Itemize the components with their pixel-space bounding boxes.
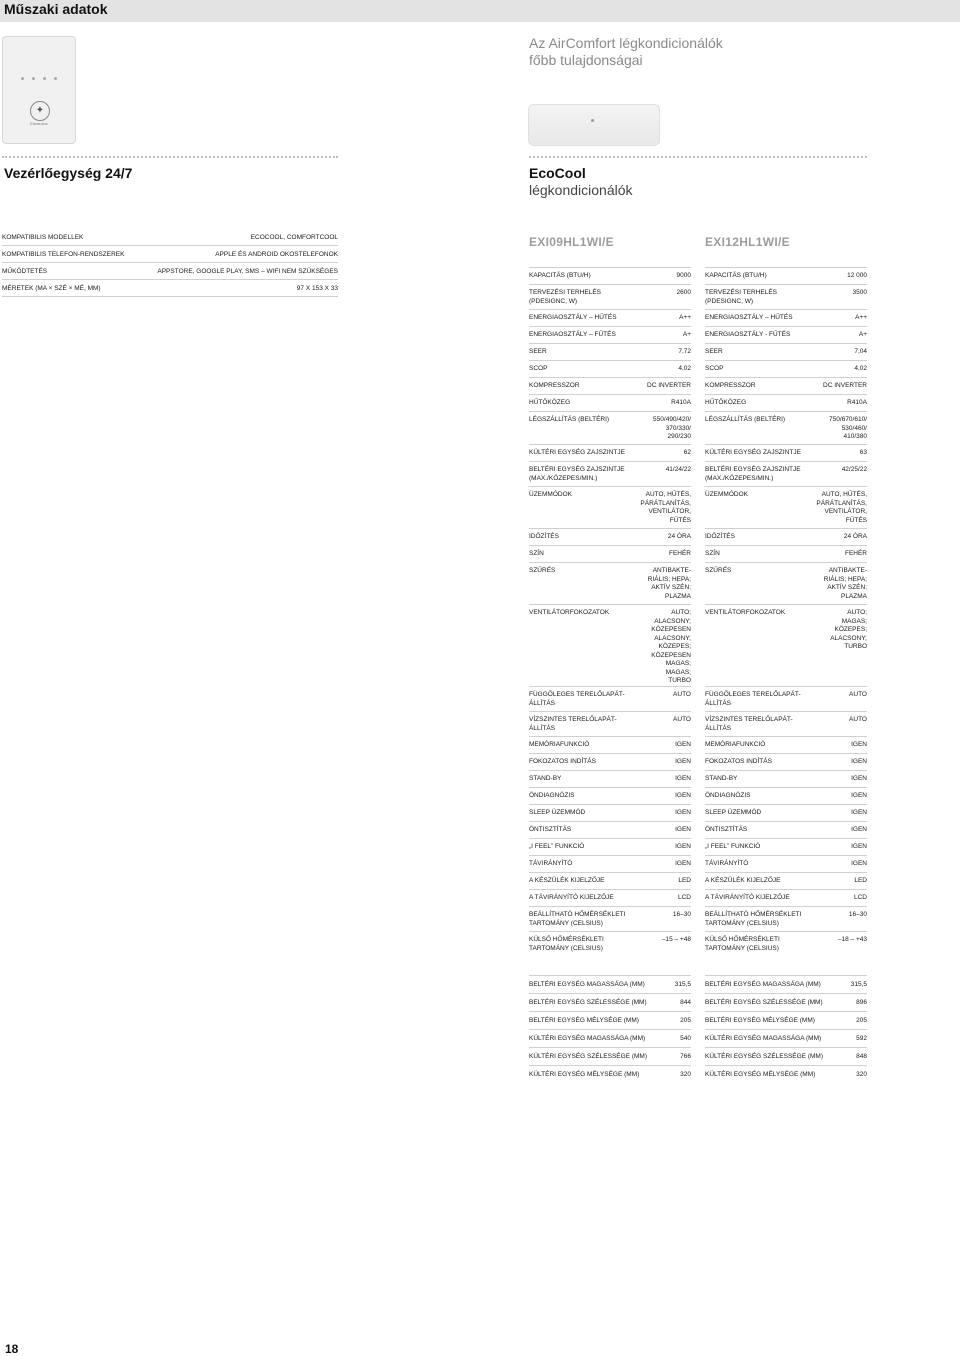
spec-row — [705, 821, 867, 838]
spec-value: A+ — [682, 331, 691, 338]
dimension-label: KÜLTÉRI EGYSÉG SZÉLESSÉGE (MM) — [529, 1053, 647, 1060]
spec-row — [529, 804, 691, 821]
spec-label: KÜLSŐ HŐMÉRSÉKLETI TARTOMÁNY (CELSIUS) — [529, 936, 604, 952]
spec-value: IGEN — [675, 826, 691, 833]
spec-row — [529, 461, 691, 486]
spec-label: IDŐZÍTÉS — [705, 533, 735, 540]
model-2-spec-table — [705, 267, 867, 956]
spec-label: VÍZSZINTES TERELŐLAPÁT- ÁLLÍTÁS — [529, 716, 617, 732]
spec-value: –15 – +48 — [661, 936, 691, 943]
controller-spec-row — [2, 263, 338, 280]
spec-value: DC INVERTER — [823, 382, 867, 389]
spec-row — [705, 686, 867, 711]
spec-row — [705, 838, 867, 855]
dimension-row — [705, 975, 867, 993]
ecocool-section-title: EcoCool — [529, 165, 586, 181]
spec-value: 550/490/420/ 370/330/ 290/230 — [653, 416, 691, 440]
spec-row — [529, 711, 691, 736]
spec-row — [529, 545, 691, 562]
spec-value: A++ — [855, 314, 867, 321]
ecocool-section-subtitle: légkondicionálók — [529, 182, 633, 198]
spec-label: MÉRETEK (MA × SZÉ × MÉ, MM) — [2, 284, 101, 292]
spec-value: IGEN — [675, 741, 691, 748]
dimension-label: KÜLTÉRI EGYSÉG MAGASSÁGA (MM) — [705, 1035, 822, 1042]
spec-row — [705, 377, 867, 394]
dimension-row — [529, 975, 691, 993]
spec-value: LCD — [853, 894, 867, 901]
spec-label: KÜLTÉRI EGYSÉG ZAJSZINTJE — [529, 449, 625, 456]
spec-value: IGEN — [675, 860, 691, 867]
dimension-label: BELTÉRI EGYSÉG SZÉLESSÉGE (MM) — [529, 999, 647, 1006]
spec-value: IGEN — [851, 843, 867, 850]
spec-label: SZÍN — [529, 550, 544, 557]
spec-label: SEER — [529, 348, 547, 355]
spec-value: IGEN — [675, 792, 691, 799]
spec-row — [705, 309, 867, 326]
page-number: 18 — [5, 1342, 19, 1356]
header-bar — [0, 0, 960, 22]
spec-value: LED — [854, 877, 867, 884]
dimension-value: 320 — [680, 1071, 691, 1078]
spec-row — [705, 906, 867, 931]
controller-spec-row — [2, 280, 338, 297]
spec-row — [705, 889, 867, 906]
spec-row — [705, 753, 867, 770]
spec-label: ÜZEMMÓDOK — [705, 491, 748, 498]
spec-value: 16–30 — [672, 911, 691, 918]
spec-value: IGEN — [675, 758, 691, 765]
spec-value: IGEN — [851, 758, 867, 765]
dimension-row — [705, 1065, 867, 1083]
spec-value: 24 ÓRA — [667, 533, 691, 540]
spec-label: ENERGIAOSZTÁLY – FŰTÉS — [529, 331, 616, 338]
spec-label: FOKOZATOS INDÍTÁS — [529, 758, 596, 765]
spec-value: 63 — [859, 449, 867, 456]
spec-label: ÜZEMMÓDOK — [529, 491, 572, 498]
spec-value: –18 – +43 — [837, 936, 867, 943]
spec-row — [529, 838, 691, 855]
spec-value: IGEN — [851, 741, 867, 748]
spec-row — [529, 787, 691, 804]
spec-value: AUTO — [673, 691, 691, 698]
spec-label: TÁVIRÁNYÍTÓ — [705, 860, 749, 867]
dimension-value: 315,5 — [850, 981, 867, 988]
spec-row — [529, 770, 691, 787]
spec-label: KOMPRESSZOR — [705, 382, 756, 389]
dimension-label: BELTÉRI EGYSÉG MÉLYSÉGE (MM) — [529, 1017, 639, 1024]
spec-value: ANTIBAKTE- RIÁLIS; HEPA; AKTÍV SZÉN; PLAZMA — [647, 567, 691, 600]
spec-value: AUTO — [849, 716, 867, 723]
spec-label: KOMPATIBILIS TELEFON-RENDSZEREK — [2, 250, 125, 258]
spec-label: ÖNDIAGNÓZIS — [529, 792, 575, 799]
spec-value: 7,04 — [854, 348, 867, 355]
features-heading: Az AirComfort légkondicionálók főbb tulajdonságai — [529, 35, 723, 68]
spec-value: AUTO, HŰTÉS, PÁRÁTLANÍTÁS, VENTILÁTOR, FŰTÉS — [816, 491, 867, 524]
spec-label: ENERGIAOSZTÁLY - FŰTÉS — [705, 331, 791, 338]
dimension-value: 766 — [680, 1053, 691, 1060]
spec-label: „I FEEL” FUNKCIÓ — [529, 843, 585, 850]
spec-value: 9000 — [676, 272, 691, 279]
spec-value: R410A — [671, 399, 691, 406]
spec-label: SZŰRÉS — [529, 567, 556, 574]
spec-label: KAPACITÁS (BTU/H) — [705, 272, 767, 279]
spec-label: SZŰRÉS — [705, 567, 732, 574]
spec-value: ANTIBAKTE- RIÁLIS; HEPA; AKTÍV SZÉN; PLAZMA — [823, 567, 867, 600]
spec-label: FOKOZATOS INDÍTÁS — [705, 758, 772, 765]
dimension-row — [705, 1029, 867, 1047]
spec-row — [529, 821, 691, 838]
spec-row — [529, 686, 691, 711]
spec-label: TERVEZÉSI TERHELÉS (PDESIGNC, W) — [529, 289, 602, 305]
spec-value: 7,72 — [678, 348, 691, 355]
spec-value: IGEN — [675, 775, 691, 782]
spec-value: LED — [678, 877, 691, 884]
controller-spec-row — [2, 246, 338, 263]
spec-label: SLEEP ÜZEMMÓD — [705, 809, 762, 816]
spec-row — [705, 411, 867, 444]
dimension-value: 205 — [680, 1017, 691, 1024]
model-1-spec-table — [529, 267, 691, 956]
spec-row — [529, 284, 691, 309]
spec-value: 750/670/610/ 530/460/ 410/380 — [829, 416, 867, 440]
spec-label: FÜGGŐLEGES TERELŐLAPÁT- ÁLLÍTÁS — [529, 691, 625, 707]
spec-label: KOMPRESSZOR — [529, 382, 580, 389]
device-brand: Electrolux — [30, 121, 48, 126]
spec-label: STAND-BY — [705, 775, 738, 782]
dimension-value: 844 — [680, 999, 691, 1006]
spec-label: BELTÉRI EGYSÉG ZAJSZINTJE (MAX./KÖZEPES/MIN.) — [705, 466, 801, 482]
spec-label: MEMÓRIAFUNKCIÓ — [705, 741, 766, 748]
spec-row — [529, 736, 691, 753]
spec-value: 3500 — [852, 289, 867, 296]
spec-label: MŰKÖDTETÉS — [2, 267, 48, 275]
spec-label: KAPACITÁS (BTU/H) — [529, 272, 591, 279]
spec-value: FEHÉR — [844, 550, 867, 557]
dimension-row — [529, 1029, 691, 1047]
spec-label: FÜGGŐLEGES TERELŐLAPÁT- ÁLLÍTÁS — [705, 691, 801, 707]
spec-label: VENTILÁTORFOKOZATOK — [529, 609, 610, 616]
spec-label: LÉGSZÁLLÍTÁS (BELTÉRI) — [529, 416, 610, 423]
spec-row — [705, 486, 867, 528]
spec-value: APPSTORE, GOOGLE PLAY, SMS – WIFI NEM SZÜKSÉGES — [157, 267, 338, 275]
spec-row — [705, 545, 867, 562]
spec-label: BEÁLLÍTHATÓ HŐMÉRSÉKLETI TARTOMÁNY (CELSIUS) — [705, 911, 802, 927]
spec-row — [705, 711, 867, 736]
spec-label: LÉGSZÁLLÍTÁS (BELTÉRI) — [705, 416, 786, 423]
spec-row — [705, 360, 867, 377]
spec-row — [705, 604, 867, 686]
spec-value: IGEN — [851, 826, 867, 833]
spec-value: AUTO; ALACSONY; KÖZEPESEN ALACSONY; KÖZEPES; KÖZEPESEN MAGAS; MAGAS; TURBO — [651, 609, 691, 684]
spec-value: A+ — [858, 331, 867, 338]
spec-row — [529, 753, 691, 770]
spec-row — [705, 444, 867, 461]
spec-label: HŰTŐKÖZEG — [529, 399, 571, 406]
dimension-value: 320 — [856, 1071, 867, 1078]
spec-row — [529, 309, 691, 326]
divider-dotted-left — [2, 156, 338, 158]
spec-row — [529, 889, 691, 906]
dimension-row — [705, 1047, 867, 1065]
spec-label: A KÉSZÜLÉK KIJELZŐJE — [529, 877, 605, 884]
spec-label: VENTILÁTORFOKOZATOK — [705, 609, 786, 616]
spec-row — [529, 267, 691, 284]
dimension-label: KÜLTÉRI EGYSÉG SZÉLESSÉGE (MM) — [705, 1053, 823, 1060]
dimension-value: 205 — [856, 1017, 867, 1024]
model-2-dimensions-table — [705, 975, 867, 1083]
dimension-label: BELTÉRI EGYSÉG MAGASSÁGA (MM) — [705, 981, 821, 988]
spec-row — [529, 855, 691, 872]
spec-value: LCD — [677, 894, 691, 901]
spec-value: 16–30 — [848, 911, 867, 918]
spec-row — [529, 360, 691, 377]
spec-value: 4,02 — [678, 365, 691, 372]
controller-section-title: Vezérlőegység 24/7 — [4, 165, 133, 181]
dimension-row — [529, 1065, 691, 1083]
dimension-row — [705, 1011, 867, 1029]
divider-dotted-right — [529, 156, 867, 158]
spec-label: VÍZSZINTES TERELŐLAPÁT- ÁLLÍTÁS — [705, 716, 793, 732]
spec-row — [705, 770, 867, 787]
spec-value: A++ — [679, 314, 691, 321]
spec-value: 97 X 153 X 33 — [296, 284, 338, 292]
spec-value: AUTO; MAGAS; KÖZEPES; ALACSONY; TURBO — [830, 609, 867, 650]
spec-value: IGEN — [851, 860, 867, 867]
spec-row — [705, 804, 867, 821]
spec-row — [529, 411, 691, 444]
electrolux-logo-icon: ✦ — [30, 101, 50, 121]
dimension-row — [529, 1011, 691, 1029]
led-indicators — [21, 77, 57, 80]
spec-label: ÖNDIAGNÓZIS — [705, 792, 751, 799]
dimension-label: BELTÉRI EGYSÉG MÉLYSÉGE (MM) — [705, 1017, 815, 1024]
spec-label: SCOP — [705, 365, 724, 372]
dimension-value: 848 — [856, 1053, 867, 1060]
spec-row — [705, 562, 867, 604]
dimension-label: KÜLTÉRI EGYSÉG MAGASSÁGA (MM) — [529, 1035, 646, 1042]
spec-value: AUTO, HŰTÉS, PÁRÁTLANÍTÁS, VENTILÁTOR, FŰTÉS — [640, 491, 691, 524]
ac-unit-image — [528, 104, 660, 146]
spec-value: 4,02 — [854, 365, 867, 372]
dimension-row — [705, 993, 867, 1011]
dimension-row — [529, 1047, 691, 1065]
spec-row — [529, 377, 691, 394]
spec-value: 62 — [683, 449, 691, 456]
spec-value: IGEN — [851, 809, 867, 816]
spec-row — [529, 562, 691, 604]
spec-label: SEER — [705, 348, 723, 355]
spec-label: KOMPATIBILIS MODELLEK — [2, 233, 84, 241]
spec-row — [705, 284, 867, 309]
spec-label: KÜLSŐ HŐMÉRSÉKLETI TARTOMÁNY (CELSIUS) — [705, 936, 780, 952]
spec-row — [529, 444, 691, 461]
dimension-row — [529, 993, 691, 1011]
spec-row — [705, 787, 867, 804]
spec-label: SZÍN — [705, 550, 720, 557]
spec-row — [529, 528, 691, 545]
spec-label: BEÁLLÍTHATÓ HŐMÉRSÉKLETI TARTOMÁNY (CELSIUS) — [529, 911, 626, 927]
spec-label: IDŐZÍTÉS — [529, 533, 559, 540]
spec-label: ENERGIAOSZTÁLY – HŰTÉS — [705, 314, 793, 321]
controller-spec-row — [2, 229, 338, 246]
spec-value: 2600 — [676, 289, 691, 296]
model-1-dimensions-table — [529, 975, 691, 1083]
dimension-label: BELTÉRI EGYSÉG SZÉLESSÉGE (MM) — [705, 999, 823, 1006]
spec-label: STAND-BY — [529, 775, 562, 782]
spec-row — [529, 343, 691, 360]
spec-row — [705, 343, 867, 360]
spec-row — [529, 906, 691, 931]
model-name-2: EXI12HL1WI/E — [705, 235, 790, 249]
spec-row — [529, 872, 691, 889]
dimension-value: 592 — [856, 1035, 867, 1042]
spec-value: AUTO — [849, 691, 867, 698]
spec-label: ENERGIAOSZTÁLY – HŰTÉS — [529, 314, 617, 321]
spec-row — [529, 486, 691, 528]
spec-label: A TÁVIRÁNYÍTÓ KIJELZŐJE — [529, 894, 614, 901]
controller-spec-table — [2, 229, 338, 297]
spec-value: 41/24/22 — [665, 466, 691, 473]
spec-value: IGEN — [851, 775, 867, 782]
spec-label: ÖNTISZTÍTÁS — [705, 826, 748, 833]
spec-value: AUTO — [673, 716, 691, 723]
spec-value: ECOCOOL, COMFORTCOOL — [250, 233, 338, 241]
spec-row — [705, 528, 867, 545]
spec-value: DC INVERTER — [647, 382, 691, 389]
spec-label: „I FEEL” FUNKCIÓ — [705, 843, 761, 850]
spec-value: 42/25/22 — [841, 466, 867, 473]
spec-label: HŰTŐKÖZEG — [705, 399, 747, 406]
controller-device-image — [2, 36, 76, 144]
spec-row — [705, 736, 867, 753]
spec-label: TERVEZÉSI TERHELÉS (PDESIGNC, W) — [705, 289, 778, 305]
spec-label: SLEEP ÜZEMMÓD — [529, 809, 586, 816]
spec-value: 12 000 — [847, 272, 867, 279]
spec-label: KÜLTÉRI EGYSÉG ZAJSZINTJE — [705, 449, 801, 456]
page-title: Műszaki adatok — [4, 1, 108, 17]
dimension-label: KÜLTÉRI EGYSÉG MÉLYSÉGE (MM) — [529, 1071, 640, 1078]
spec-label: A TÁVIRÁNYÍTÓ KIJELZŐJE — [705, 894, 790, 901]
spec-row — [705, 855, 867, 872]
spec-label: BELTÉRI EGYSÉG ZAJSZINTJE (MAX./KÖZEPES/MIN.) — [529, 466, 625, 482]
spec-value: FEHÉR — [668, 550, 691, 557]
spec-row — [705, 461, 867, 486]
dimension-value: 896 — [856, 999, 867, 1006]
spec-row — [529, 931, 691, 956]
spec-row — [529, 394, 691, 411]
spec-label: SCOP — [529, 365, 548, 372]
spec-row — [705, 394, 867, 411]
spec-row — [705, 872, 867, 889]
spec-value: R410A — [847, 399, 867, 406]
spec-value: 24 ÓRA — [843, 533, 867, 540]
spec-label: TÁVIRÁNYÍTÓ — [529, 860, 573, 867]
dimension-label: BELTÉRI EGYSÉG MAGASSÁGA (MM) — [529, 981, 645, 988]
dimension-value: 540 — [680, 1035, 691, 1042]
dimension-label: KÜLTÉRI EGYSÉG MÉLYSÉGE (MM) — [705, 1071, 816, 1078]
spec-row — [705, 267, 867, 284]
spec-row — [529, 604, 691, 686]
spec-row — [529, 326, 691, 343]
spec-row — [705, 931, 867, 956]
spec-value: IGEN — [675, 843, 691, 850]
spec-value: APPLE ÉS ANDROID OKOSTELEFONOK — [215, 250, 338, 258]
spec-value: IGEN — [675, 809, 691, 816]
model-name-1: EXI09HL1WI/E — [529, 235, 614, 249]
spec-label: A KÉSZÜLÉK KIJELZŐJE — [705, 877, 781, 884]
dimension-value: 315,5 — [674, 981, 691, 988]
spec-label: ÖNTISZTÍTÁS — [529, 826, 572, 833]
spec-value: IGEN — [851, 792, 867, 799]
spec-label: MEMÓRIAFUNKCIÓ — [529, 741, 590, 748]
spec-row — [705, 326, 867, 343]
